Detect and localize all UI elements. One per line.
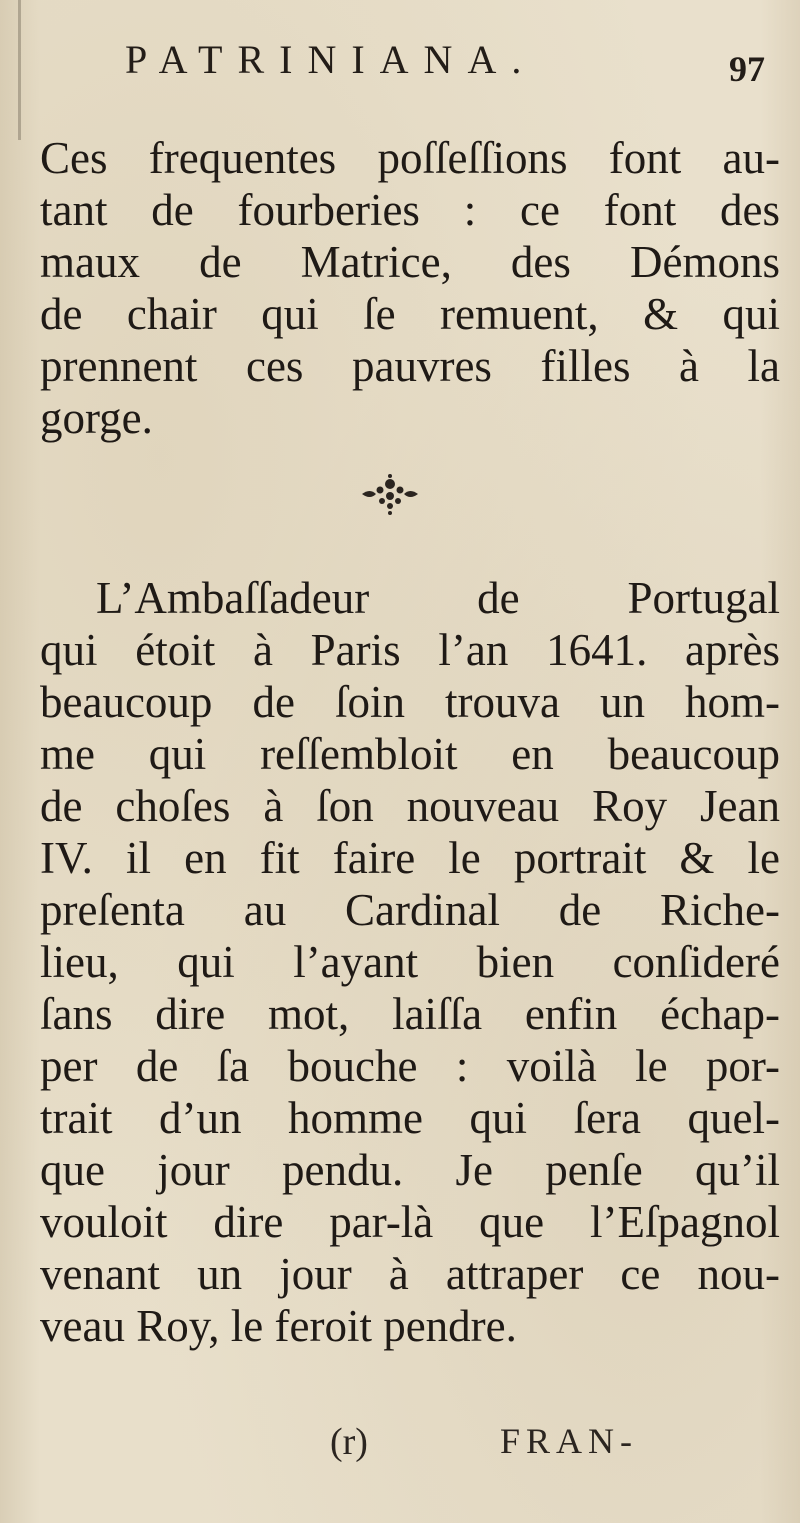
text-line: que jour pendu. Je penſe qu’il [40,1145,780,1195]
text-line: venant un jour à attraper ce nou- [40,1249,780,1299]
text-line: vouloit dire par-là que l’Eſpagnol [40,1197,780,1247]
text-line: preſenta au Cardinal de Riche- [40,885,780,935]
text-line: ſans dire mot, laiſſa enfin échap- [40,989,780,1039]
text-line: maux de Matrice, des Démons [40,237,780,287]
text-line: de choſes à ſon nouveau Roy Jean [40,781,780,831]
text-line: beaucoup de ſoin trouva un hom- [40,677,780,727]
text-line: tant de fourberies : ce font des [40,185,780,235]
paragraph-1 [40,132,780,444]
text-line: per de ſa bouche : voilà le por- [40,1041,780,1091]
signature-mark: (r) [330,1421,368,1463]
text-line: Ces frequentes poſſeſſions font au- [40,133,780,183]
text-line: L’Ambaſſadeur de Portugal [96,573,780,623]
text-line: gorge. [40,393,153,443]
text-line: veau Roy, le feroit pendre. [40,1301,517,1351]
text-line: qui étoit à Paris l’an 1641. après [40,625,780,675]
text-line: IV. il en fit faire le portrait & le [40,833,780,883]
running-title: PATRINIANA. [125,37,537,82]
text-line: prennent ces pauvres filles à la [40,341,780,391]
text-line: me qui reſſembloit en beaucoup [40,729,780,779]
page-footer [330,1420,680,1480]
fleuron-ornament-icon [358,470,422,518]
paragraph-2 [40,572,780,1352]
page-gutter-shadow [18,0,21,140]
text-line: lieu, qui l’ayant bien conſideré [40,937,780,987]
running-head [125,18,765,108]
catchword: FRAN- [500,1421,639,1461]
text-line: de chair qui ſe remuent, & qui [40,289,780,339]
text-line: trait d’un homme qui ſera quel- [40,1093,780,1143]
page-number: 97 [729,49,765,89]
